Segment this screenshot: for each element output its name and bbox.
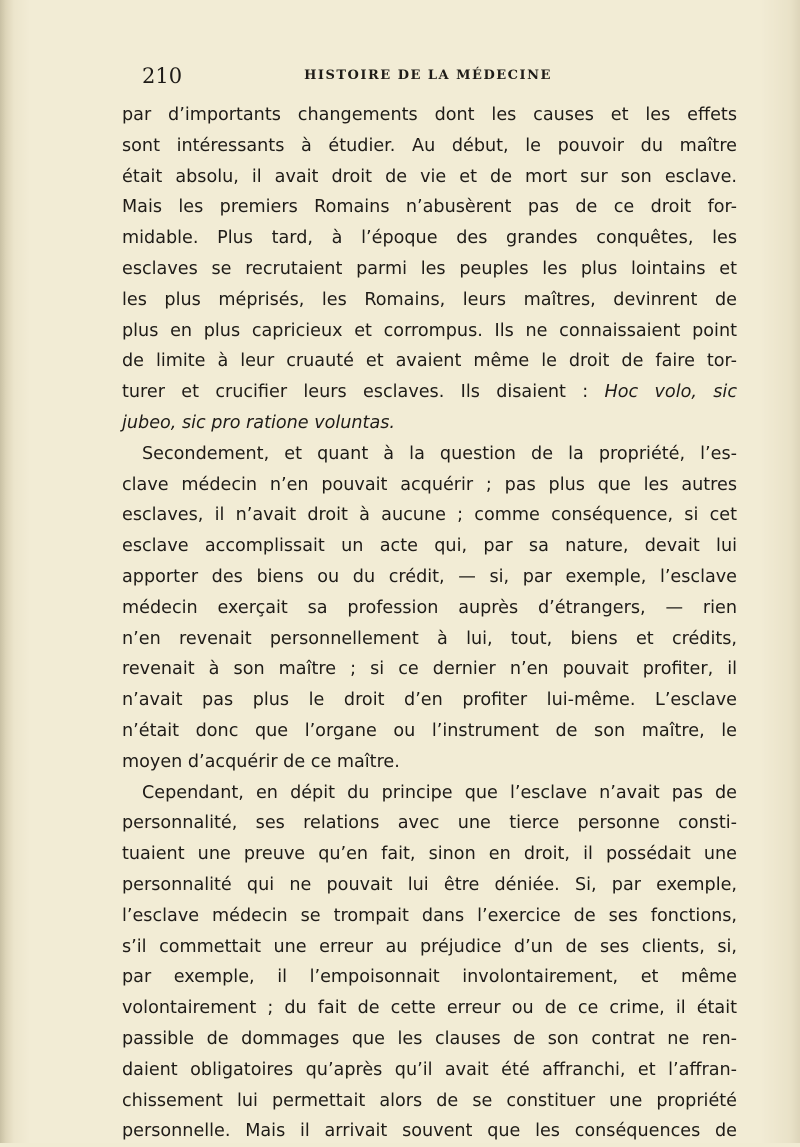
text-line: l’esclave médecin se trompait dans l’exercice de ses fonctions, [122,905,737,926]
text-line: personnalité qui ne pouvait lui être déniée. Si, par exemple, [122,874,737,895]
text-line: personnelle. Mais il arrivait souvent que les conséquences de [122,1121,737,1142]
text-segment: turer et crucifier leurs esclaves. Ils disaient : [122,382,605,403]
italic-latin-phrase: Hoc volo, sic [604,382,737,403]
text-line: plus en plus capricieux et corrompus. Ils ne connaissaient point [122,320,737,341]
page-header [118,60,738,92]
text-line: n’en revenait personnellement à lui, tout, biens et crédits, [122,628,737,649]
text-line: sont intéressants à étudier. Au début, le pouvoir du maître [122,135,737,156]
text-line: moyen d’acquérir de ce maître. [122,751,400,772]
text-line: midable. Plus tard, à l’époque des grandes conquêtes, les [122,228,737,249]
text-line: volontairement ; du fait de cette erreur ou de ce crime, il était [122,998,737,1019]
text-line: Mais les premiers Romains n’abusèrent pas de ce droit for- [122,197,737,218]
text-line: esclaves se recrutaient parmi les peuples les plus lointains et [122,258,737,279]
running-title: HISTOIRE DE LA MÉDECINE [304,68,552,83]
text-line: par exemple, il l’empoisonnait involontairement, et même [122,967,737,988]
text-line: s’il commettait une erreur au préjudice d’un de ses clients, si, [122,936,737,957]
text-line: n’était donc que l’organe ou l’instrument de son maître, le [122,720,737,741]
paragraph-start-line: Secondement, et quant à la question de la propriété, l’es- [142,443,737,464]
page-number: 210 [142,64,183,88]
text-line: chissement lui permettait alors de se constituer une propriété [122,1090,737,1111]
text-line: passible de dommages que les clauses de son contrat ne ren- [122,1028,737,1049]
text-line: médecin exerçait sa profession auprès d’étrangers, — rien [122,597,737,618]
text-line: esclaves, il n’avait droit à aucune ; comme conséquence, si cet [122,505,737,526]
text-line: clave médecin n’en pouvait acquérir ; pas plus que les autres [122,474,737,495]
text-line: de limite à leur cruauté et avaient même le droit de faire tor- [122,351,737,372]
paragraph-start-line: Cependant, en dépit du principe que l’esclave n’avait pas de [142,782,737,803]
text-line: apporter des biens ou du crédit, — si, par exemple, l’esclave [122,566,737,587]
text-line: était absolu, il avait droit de vie et de mort sur son esclave. [122,166,737,187]
text-line: par d’importants changements dont les causes et les effets [122,105,737,125]
text-line: personnalité, ses relations avec une tierce personne consti- [122,813,737,834]
text-line: les plus méprisés, les Romains, leurs maîtres, devinrent de [122,289,737,310]
text-line: esclave accomplissait un acte qui, par sa nature, devait lui [122,536,737,557]
text-line: revenait à son maître ; si ce dernier n’en pouvait profiter, il [122,659,737,680]
text-line: daient obligatoires qu’après qu’il avait été affranchi, et l’affran- [122,1059,737,1080]
text-line-with-italic [122,377,737,408]
italic-latin-line: jubeo, sic pro ratione voluntas. [122,412,395,433]
text-line: tuaient une preuve qu’en fait, sinon en droit, il possédait une [122,844,737,865]
body-text [122,100,737,1147]
text-line: n’avait pas plus le droit d’en profiter lui-même. L’esclave [122,690,737,711]
